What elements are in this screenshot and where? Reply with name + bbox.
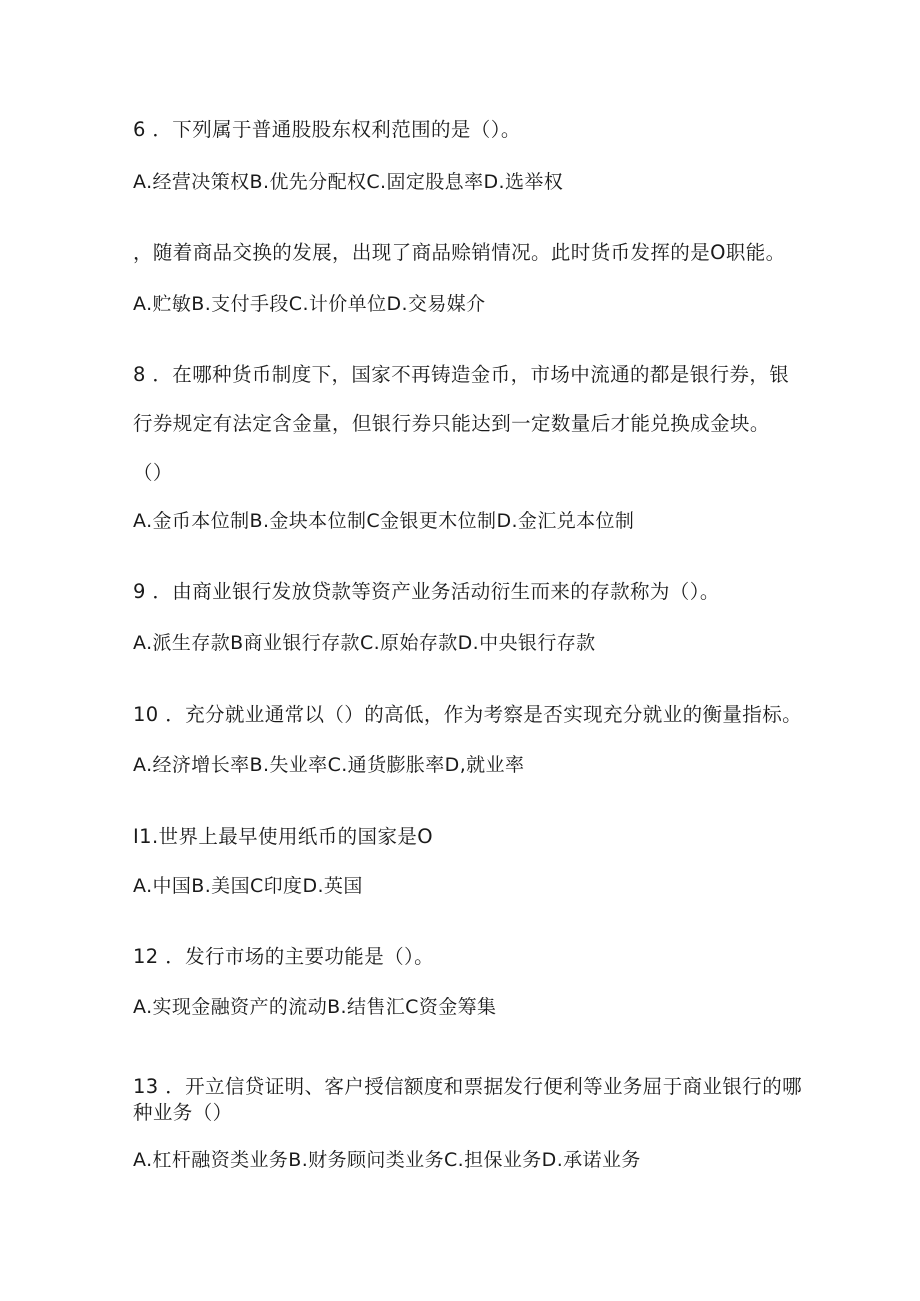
question-6-stem: 6 ．下列属于普通股股东权利范围的是（）。 [133,118,521,141]
question-13-stem-line-2: 种业务（） [133,1101,233,1124]
question-12-stem: 12 ．发行市场的主要功能是（）。 [133,945,435,968]
question-13-options: A.杠杆融资类业务B.财务顾问类业务C.担保业务D.承诺业务 [133,1149,641,1171]
question-7-stem: ，随着商品交换的发展，出现了商品赊销情况。此时货币发挥的是O职能。 [133,241,786,264]
question-6-options: A.经营决策权B.优先分配权C.固定股息率D.选举权 [133,171,564,193]
question-12-options: A.实现金融资产的流动B.结售汇C资金筹集 [133,996,497,1018]
question-10-options: A.经济增长率B.失业率C.通货膨胀率D,就业率 [133,754,525,776]
question-11-options: A.中国B.美国C印度D.英国 [133,875,363,897]
question-8-options: A.金币本位制B.金块本位制C金银更木位制D.金汇兑本位制 [133,510,635,532]
question-9-options: A.派生存款B商业银行存款C.原始存款D.中央银行存款 [133,632,596,654]
question-8-stem-line-3: （） [133,461,173,484]
question-7-options: A.贮敏B.支付手段C.计价单位D.交易媒介 [133,293,486,315]
question-13-stem-line-1: 13 ．开立信贷证明、客户授信额度和票据发行便利等业务屈于商业银行的哪 [133,1075,803,1098]
question-10-stem: 10 ．充分就业通常以（）的高低，作为考察是否实现充分就业的衡量指标。 [133,703,803,726]
question-8-stem-line-2: 行券规定有法定含金量，但银行券只能达到一定数量后才能兑换成金块。 [133,412,770,435]
question-9-stem: 9 ．由商业银行发放贷款等资产业务活动衍生而来的存款称为（）。 [133,580,720,603]
question-11-stem: I1.世界上最早使用纸币的国家是O [133,825,434,848]
question-8-stem-line-1: 8 ．在哪种货币制度下，国家不再铸造金币，市场中流通的都是银行券，银 [133,363,790,386]
